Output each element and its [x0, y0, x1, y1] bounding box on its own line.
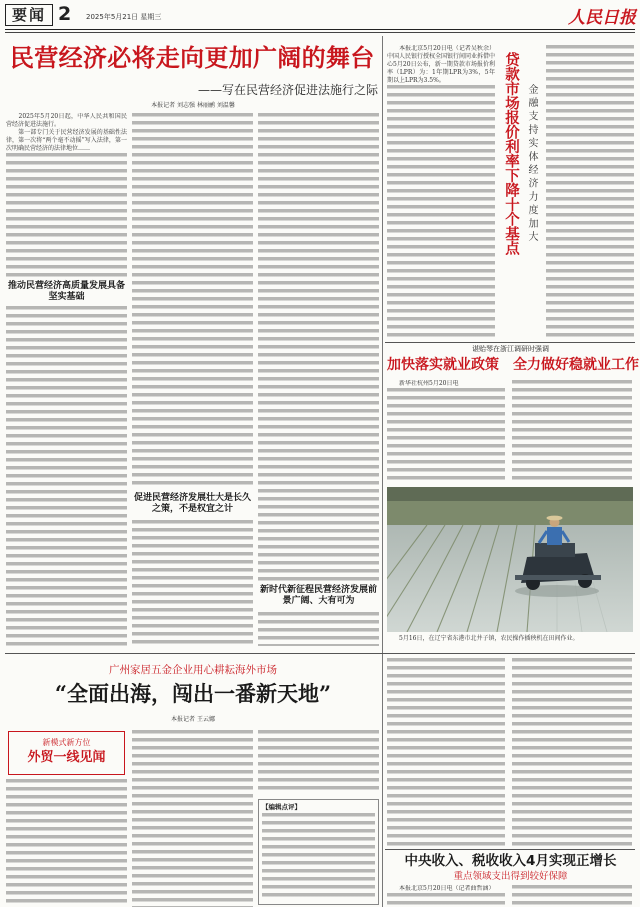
body-text-lines [132, 520, 253, 646]
body-text-lines [512, 380, 632, 483]
subhead-1: 推动民营经济高质量发展具备坚实基础 [7, 281, 125, 302]
subhead-2: 促进民营经济发展壮大是长久之策，不是权宜之计 [133, 493, 251, 514]
rice-transplanter-photo [387, 487, 633, 632]
revenue-headline: 中央收入、税收收入4月实现正增长 [404, 853, 617, 869]
issue-date: 2025年5月21日 星期三 [86, 13, 162, 21]
revenue-subtitle: 重点领域支出得到较好保障 [453, 871, 568, 882]
page-number: 2 [58, 3, 72, 25]
body-text-lines [6, 153, 127, 278]
section-rule [5, 653, 635, 654]
section-rule [385, 342, 635, 343]
employment-column-1 [387, 380, 505, 483]
body-text-lines [6, 779, 127, 907]
employment-headline: 加快落实就业政策 全力做好稳就业工作 [387, 357, 639, 373]
editor-note-box [258, 799, 379, 905]
body-text-lines [512, 658, 632, 846]
subhead-3: 新时代新征程民营经济发展前景广阔、大有可为 [259, 585, 377, 606]
header-rule-thin [5, 32, 635, 33]
paragraph: 新华社杭州5月20日电 [387, 380, 459, 387]
trade-kicker: 广州家居五金企业用心耕耘海外市场 [109, 664, 277, 676]
series-label-big: 外贸一线见闻 [27, 750, 106, 765]
news-photo [387, 487, 633, 632]
body-text-lines [546, 45, 634, 339]
body-text-lines [258, 730, 379, 794]
series-label [8, 731, 125, 775]
section-rule [385, 849, 635, 850]
column-separator [382, 36, 383, 907]
body-text-lines [387, 658, 505, 846]
series-label-small: 新模式新方位 [42, 738, 91, 747]
body-text-lines [6, 306, 127, 646]
paragraph: 本报北京5月20日电（记者曲哲涵） [387, 885, 495, 892]
body-text-lines [387, 85, 495, 339]
paragraph: 第一部专门关于民营经济发展的基础性法律，第一次将“两个毫不动摇”写入法律，第一次明确民营经济的法律地位…… [6, 129, 127, 152]
body-text-lines [258, 612, 379, 646]
main-byline: 本报记者 刘志强 林丽鹂 刘温馨 [151, 102, 235, 109]
employment-kicker: 谌贻琴在浙江调研时强调 [472, 345, 549, 353]
body-text-lines [512, 885, 632, 907]
lpr-column-1 [387, 45, 495, 339]
main-subtitle: ——写在民营经济促进法施行之际 [197, 83, 378, 97]
lpr-headline: 贷款市场报价利率下降十个基点 [503, 52, 519, 255]
body-text-lines [258, 113, 379, 581]
revenue-column-1 [387, 885, 505, 907]
main-headline: 民营经济必将走向更加广阔的舞台 [10, 43, 375, 72]
lpr-subtitle: 金融支持实体经济力度加大 [526, 84, 537, 245]
body-text-lines [387, 388, 505, 483]
trade-byline: 本报记者 王云娜 [171, 716, 215, 723]
body-text-lines [132, 730, 253, 907]
body-text-lines [387, 893, 505, 907]
body-text-lines [132, 113, 253, 489]
header-rule [5, 29, 635, 30]
trade-headline: “全面出海，闯出一番新天地” [54, 681, 332, 706]
editor-note-label: 【编辑点评】 [262, 803, 301, 811]
paragraph: 2025年5月20日起，中华人民共和国民营经济促进法施行。 [6, 113, 127, 128]
section-label: 要闻 [5, 4, 53, 26]
main-column-1a [6, 113, 127, 278]
photo-caption: 5月16日，在辽宁省东港市北井子镇，农民操作插秧机在田间作业。 [387, 635, 579, 642]
paragraph: 本报北京5月20日电（记者吴秋余）中国人民银行授权全国银行间同业拆借中心5月20日公布，新一期贷款市场报价利率（LPR）为：1年期LPR为3%，5年期以上LPR为3.5%。 [387, 45, 495, 84]
body-text-lines [262, 813, 375, 901]
masthead-logo: 人民日报 [568, 8, 636, 28]
